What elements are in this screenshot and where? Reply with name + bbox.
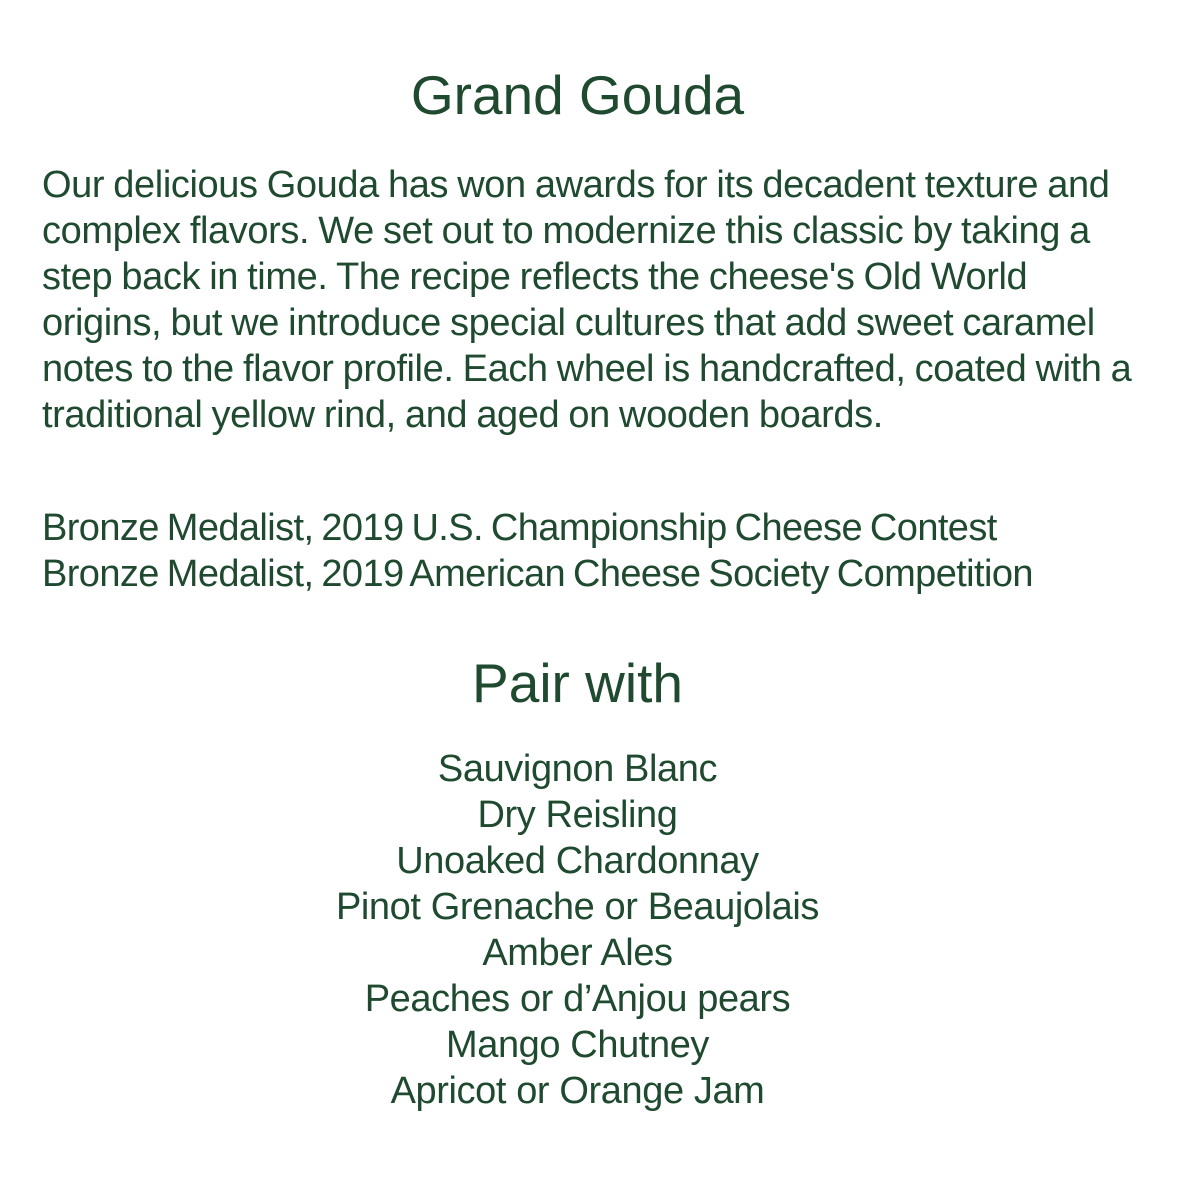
- product-description: Our delicious Gouda has won awards for its decadent texture and complex flavors. We set out to modernize this classic by taking a step back in time. The recipe reflects the cheese's Old World origins, but we introduce special cultures that add sweet caramel notes to the flavor profile. Each wheel is handcrafted, coated with a traditional yellow rind, and aged on wooden boards.: [42, 164, 1132, 436]
- product-title: Grand Gouda: [410, 64, 745, 126]
- pairing-item: Amber Ales: [482, 932, 673, 974]
- pairings-list: [0, 746, 1155, 1114]
- pairings-title: Pair with: [472, 652, 683, 714]
- pairing-item: Dry Reisling: [477, 794, 678, 836]
- pairing-item: Pinot Grenache or Beaujolais: [335, 886, 820, 928]
- awards-list: [42, 505, 1162, 597]
- award-item: Bronze Medalist, 2019 American Cheese Society Competition: [42, 553, 1033, 595]
- pairing-item: Peaches or d’Anjou pears: [364, 978, 791, 1020]
- pairing-item: Apricot or Orange Jam: [390, 1070, 765, 1112]
- pairing-item: Mango Chutney: [445, 1024, 710, 1066]
- pairing-item: Sauvignon Blanc: [437, 748, 718, 790]
- pairing-item: Unoaked Chardonnay: [396, 840, 759, 882]
- award-item: Bronze Medalist, 2019 U.S. Championship Cheese Contest: [42, 507, 997, 549]
